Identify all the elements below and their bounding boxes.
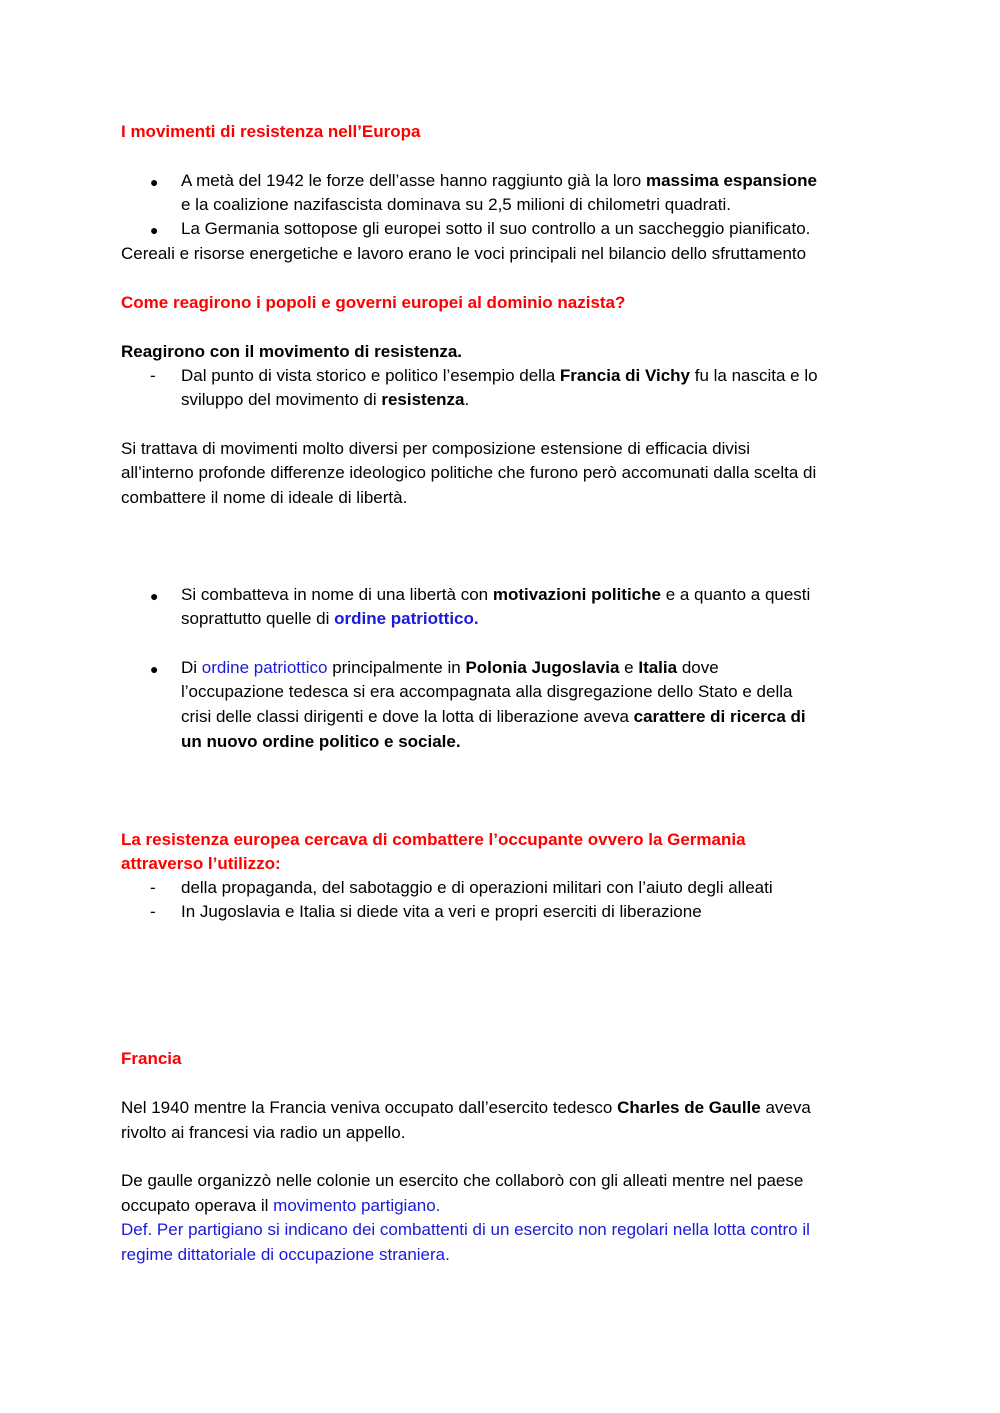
bullet-line: A metà del 1942 le forze dell’asse hanno raggiunto già la loro massima espansione xyxy=(181,171,818,190)
bullet-line: un nuovo ordine politico e sociale. xyxy=(181,732,461,751)
definition: Def. Per partigiano si indicano dei combattenti di un esercito non regolari nella lotta contro il xyxy=(121,1220,810,1239)
bullet-line: l’occupazione tedesca si era accompagnata alla disgregazione dello Stato e della xyxy=(181,682,793,701)
bullet-marker: ● xyxy=(150,174,159,190)
bullet-line: Di ordine patriottico principalmente in Polonia Jugoslavia e Italia dove xyxy=(181,658,719,677)
bullet-line: crisi delle classi dirigenti e dove la lotta di liberazione aveva carattere di ricerca di xyxy=(181,707,806,726)
answer-heading: Reagirono con il movimento di resistenza. xyxy=(121,342,463,361)
bullet-marker: ● xyxy=(150,222,159,238)
paragraph: Cereali e risorse energetiche e lavoro erano le voci principali nel bilancio dello sfruttamento xyxy=(121,244,807,263)
paragraph: Si trattava di movimenti molto diversi per composizione estensione di efficacia divisi xyxy=(121,439,750,458)
paragraph: combattere il nome di ideale di libertà. xyxy=(121,488,408,507)
paragraph: De gaulle organizzò nelle colonie un esercito che collaborò con gli alleati mentre nel paese xyxy=(121,1171,804,1190)
bullet-line: Si combatteva in nome di una libertà con motivazioni politiche e a quanto a questi xyxy=(181,585,811,604)
dash-line: Dal punto di vista storico e politico l’esempio della Francia di Vichy fu la nascita e lo xyxy=(181,366,818,385)
dash-marker: - xyxy=(150,902,156,921)
dash-marker: - xyxy=(150,366,156,385)
paragraph: all’interno profonde differenze ideologico politiche che furono però accomunati dalla scelta di xyxy=(121,463,817,482)
dash-line: della propaganda, del sabotaggio e di operazioni militari con l’aiuto degli alleati xyxy=(181,878,773,897)
bullet-marker: ● xyxy=(150,588,159,604)
bullet-line: e la coalizione nazifascista dominava su 2,5 milioni di chilometri quadrati. xyxy=(181,195,731,214)
heading-francia: Francia xyxy=(121,1049,182,1068)
definition: regime dittatoriale di occupazione straniera. xyxy=(121,1245,450,1264)
heading-resistenza-europea: La resistenza europea cercava di combattere l’occupante ovvero la Germania xyxy=(121,830,746,849)
paragraph: rivolto ai francesi via radio un appello. xyxy=(121,1123,406,1142)
paragraph: Nel 1940 mentre la Francia veniva occupato dall’esercito tedesco Charles de Gaulle aveva xyxy=(121,1098,811,1117)
dash-line: sviluppo del movimento di resistenza. xyxy=(181,390,470,409)
heading-resistenza-europea: attraverso l’utilizzo: xyxy=(121,854,281,873)
dash-line: In Jugoslavia e Italia si diede vita a veri e propri eserciti di liberazione xyxy=(181,902,702,921)
heading-movimenti-resistenza: I movimenti di resistenza nell’Europa xyxy=(121,122,421,141)
bullet-line: La Germania sottopose gli europei sotto il suo controllo a un saccheggio pianificato. xyxy=(181,219,811,238)
paragraph: occupato operava il movimento partigiano. xyxy=(121,1196,441,1215)
bullet-marker: ● xyxy=(150,661,159,677)
dash-marker: - xyxy=(150,878,156,897)
heading-come-reagirono: Come reagirono i popoli e governi europei al dominio nazista? xyxy=(121,293,626,312)
bullet-line: soprattutto quelle di ordine patriottico. xyxy=(181,609,479,628)
